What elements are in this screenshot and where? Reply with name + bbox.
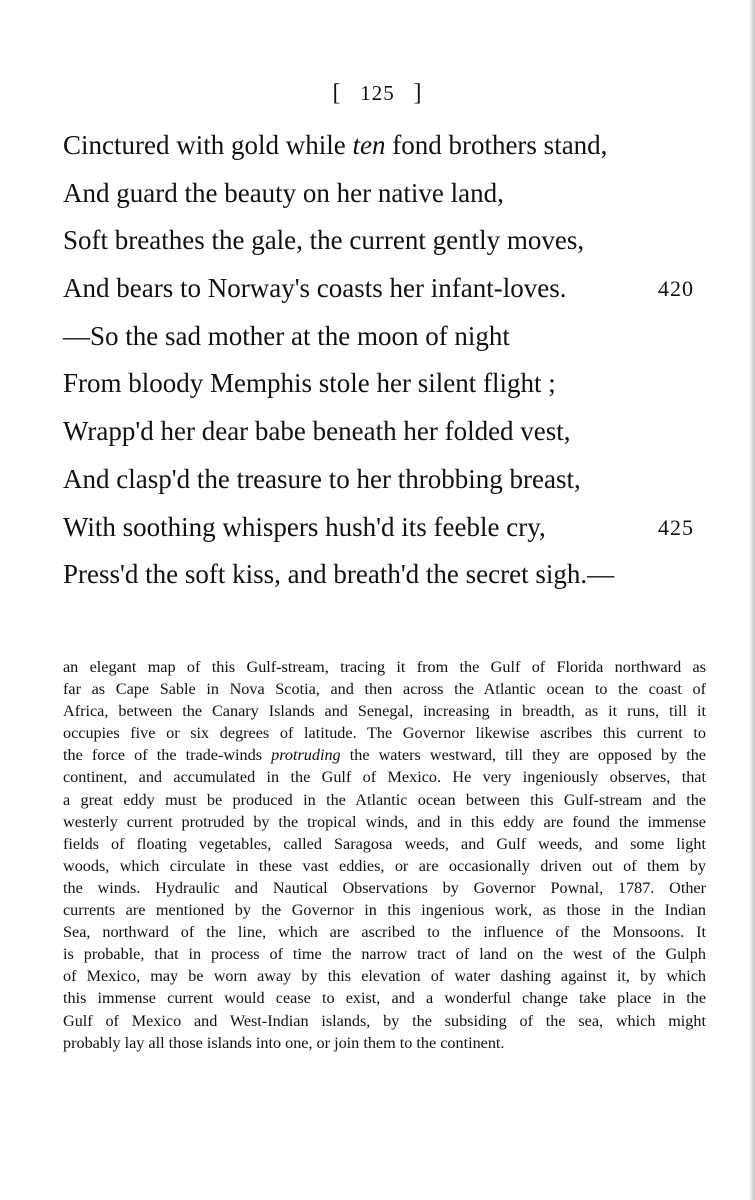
footnote-line bbox=[63, 678, 706, 700]
footnote-text: Africa, between the Canary Islands and Senegal, increasing in breadth, as it runs, till it bbox=[63, 702, 706, 721]
verse-text: Press'd the soft kiss, and breath'd the secret sigh.— bbox=[63, 559, 615, 590]
footnote-line bbox=[63, 833, 706, 855]
footnote-text: far as Cape Sable in Nova Scotia, and then across the Atlantic ocean to the coast of bbox=[63, 680, 706, 699]
footnote-line bbox=[63, 877, 706, 899]
page-edge-shadow bbox=[749, 0, 755, 1200]
verse-text: And clasp'd the treasure to her throbbing breast, bbox=[63, 463, 581, 494]
footnote-text: Sea, northward of the line, which are ascribed to the influence of the Monsoons. It bbox=[63, 923, 706, 942]
verse-line bbox=[63, 504, 723, 552]
footnote-text: occupies five or six degrees of latitude. The Governor likewise ascribes this current to bbox=[63, 724, 706, 743]
footnote-text: currents are mentioned by the Governor in this ingenious work, as those in the Indian bbox=[63, 901, 706, 920]
footnote-text: the force of the trade-winds bbox=[63, 746, 272, 765]
verse-text: And bears to Norway's coasts her infant-loves. bbox=[63, 273, 567, 304]
footnote-text: probably lay all those islands into one, or join them to the continent. bbox=[63, 1033, 505, 1052]
verse-text: Cinctured with gold while bbox=[63, 130, 353, 160]
verse-text: And guard the beauty on her native land, bbox=[63, 177, 504, 208]
footnote-line bbox=[63, 1010, 706, 1032]
footnote-line bbox=[63, 921, 706, 943]
verse-text: fond brothers stand, bbox=[385, 130, 608, 160]
close-bracket: ] bbox=[413, 80, 423, 106]
poem-verses bbox=[63, 122, 723, 599]
footnote-line bbox=[63, 656, 706, 678]
footnote-line bbox=[63, 899, 706, 921]
footnote-text: this immense current would cease to exist, and a wonderful change take place in the bbox=[63, 989, 706, 1008]
verse-line bbox=[63, 551, 723, 599]
footnote-text: the winds. Hydraulic and Nautical Observations by Governor Pownal, 1787. Other bbox=[63, 878, 706, 897]
footnote-line bbox=[63, 855, 706, 877]
footnote-text: continent, and accumulated in the Gulf of Mexico. He very ingeniously observes, that bbox=[63, 768, 706, 787]
footnote-line bbox=[63, 987, 706, 1009]
line-number: 425 bbox=[658, 514, 694, 540]
page-number: 125 bbox=[360, 81, 395, 105]
footnote-line bbox=[63, 700, 706, 722]
footnote-line bbox=[63, 1032, 706, 1054]
footnote-text: woods, which circulate in these vast eddies, or are occasionally driven out of them by bbox=[63, 856, 706, 875]
footnote-line bbox=[63, 722, 706, 744]
line-number: 420 bbox=[658, 276, 694, 302]
footnote-text: an elegant map of this Gulf-stream, tracing it from the Gulf of Florida northward as bbox=[63, 658, 706, 676]
footnote-line bbox=[63, 965, 706, 987]
verse-italic-text: ten bbox=[352, 130, 386, 160]
footnote-line bbox=[63, 811, 706, 833]
verse-line bbox=[63, 360, 723, 408]
footnote-line bbox=[63, 789, 706, 811]
verse-line bbox=[63, 456, 723, 504]
verse-line bbox=[63, 170, 723, 218]
footnote-text: westerly current protruded by the tropical winds, and in this eddy are found the immense bbox=[63, 812, 706, 831]
verse-line bbox=[63, 265, 723, 313]
footnote-line bbox=[63, 943, 706, 965]
footnote-text: of Mexico, may be worn away by this elevation of water dashing against it, by which bbox=[63, 967, 706, 986]
footnote-text: is probable, that in process of time the narrow tract of land on the west of the Gulph bbox=[63, 945, 706, 964]
footnote-line bbox=[63, 744, 706, 766]
verse-line bbox=[63, 313, 723, 361]
footnote-text: fields of floating vegetables, called Saragosa weeds, and Gulf weeds, and some light bbox=[63, 834, 706, 853]
verse-text: With soothing whispers hush'd its feeble cry, bbox=[63, 511, 546, 542]
footnote-italic-text: protruding bbox=[271, 746, 341, 765]
verse-text: Soft breathes the gale, the current gently moves, bbox=[63, 225, 585, 256]
verse-line bbox=[63, 122, 723, 170]
page-number-header bbox=[0, 80, 755, 107]
footnote bbox=[63, 656, 706, 1054]
footnote-text: Gulf of Mexico and West-Indian islands, by the subsiding of the sea, which might bbox=[63, 1011, 706, 1030]
verse-line bbox=[63, 408, 723, 456]
footnote-line bbox=[63, 766, 706, 788]
verse-line bbox=[63, 217, 723, 265]
verse-text: From bloody Memphis stole her silent flight ; bbox=[63, 368, 556, 399]
footnote-text: a great eddy must be produced in the Atlantic ocean between this Gulf-stream and the bbox=[63, 790, 706, 809]
verse-text: —So the sad mother at the moon of night bbox=[63, 320, 510, 351]
verse-text: Wrapp'd her dear babe beneath her folded vest, bbox=[63, 416, 571, 447]
open-bracket: [ bbox=[332, 80, 342, 106]
footnote-text: the waters westward, till they are opposed by the bbox=[340, 746, 706, 765]
